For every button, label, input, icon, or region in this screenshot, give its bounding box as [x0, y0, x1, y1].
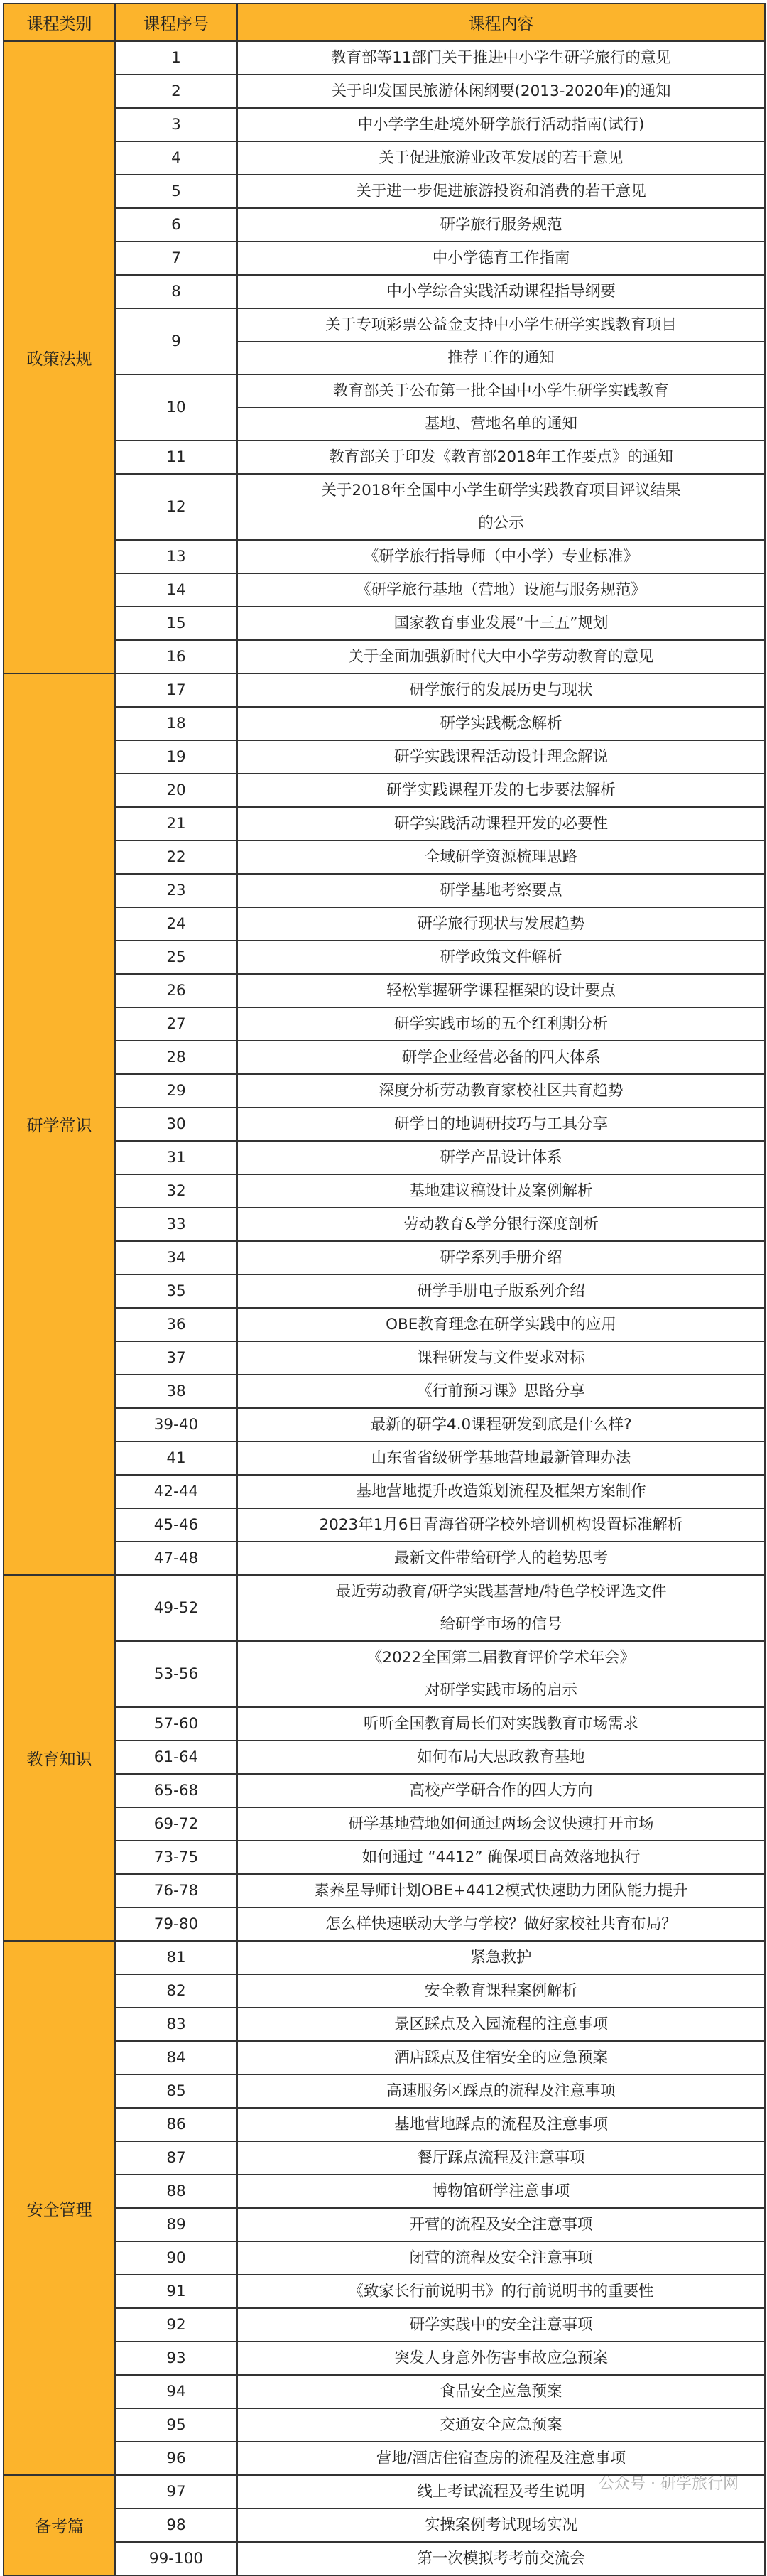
course-index-cell: 38: [115, 1375, 237, 1408]
course-content-cell: [237, 840, 765, 874]
table-row: [4, 2308, 765, 2342]
course-content-cell: [237, 2008, 765, 2041]
course-index-cell: 95: [115, 2408, 237, 2442]
course-content-line: 研学政策文件解析: [440, 948, 562, 966]
course-content-cell: [237, 573, 765, 607]
course-content-line: 基地、营地名单的通知: [238, 407, 764, 440]
course-content-line: 中小学学生赴境外研学旅行活动指南(试行): [357, 116, 645, 134]
table-row: [4, 474, 765, 540]
table-row: [4, 673, 765, 707]
table-row: [4, 1774, 765, 1807]
course-index-cell: 7: [115, 242, 237, 275]
table-row: [4, 1341, 765, 1375]
course-content-line: 如何通过 “4412” 确保项目高效落地执行: [361, 1849, 641, 1866]
table-row: [4, 1974, 765, 2008]
course-content-line: 国家教育事业发展“十三五”规划: [393, 615, 609, 632]
course-content-cell: [237, 108, 765, 141]
course-index-cell: 12: [115, 474, 237, 540]
course-content-line: 推荐工作的通知: [238, 341, 764, 374]
table-row: [4, 2074, 765, 2108]
course-index-cell: 17: [115, 673, 237, 707]
watermark: 公众号 · 研学旅行网: [599, 2475, 739, 2493]
course-index-cell: 26: [115, 974, 237, 1007]
course-content-line: 关于专项彩票公益金支持中小学生研学实践教育项目: [325, 316, 677, 334]
course-content-line: OBE教育理念在研学实践中的应用: [386, 1316, 616, 1333]
course-content-line: 基地营地提升改造策划流程及框架方案制作: [356, 1483, 646, 1500]
course-index-cell: 23: [115, 874, 237, 907]
table-row: [4, 573, 765, 607]
table-row: [4, 275, 765, 308]
table-row: [4, 1208, 765, 1241]
course-content-line: 基地建议稿设计及案例解析: [409, 1182, 593, 1200]
course-index-cell: 88: [115, 2175, 237, 2208]
course-content-line: 酒店踩点及住宿安全的应急预案: [393, 2049, 608, 2067]
table-row: [4, 41, 765, 75]
course-content-cell: [237, 1707, 765, 1741]
table-row: [4, 1141, 765, 1174]
course-index-cell: 94: [115, 2375, 237, 2408]
course-content-line: 基地营地踩点的流程及注意事项: [393, 2116, 608, 2133]
course-content-cell: [237, 1275, 765, 1308]
course-index-cell: 3: [115, 108, 237, 141]
course-index-cell: 69-72: [115, 1807, 237, 1841]
course-content-cell: [237, 2442, 765, 2475]
table-row: [4, 108, 765, 141]
course-content-cell: [237, 308, 765, 374]
course-content-line: 素养星导师计划OBE+4412模式快速助力团队能力提升: [314, 1882, 688, 1900]
course-index-cell: 16: [115, 640, 237, 673]
course-content-cell: [237, 673, 765, 707]
course-content-cell: [237, 1007, 765, 1041]
course-content-cell: [237, 974, 765, 1007]
course-content-line: 研学实践概念解析: [440, 715, 562, 732]
table-row: [4, 2041, 765, 2074]
table-row: [4, 2375, 765, 2408]
course-content-line: 全域研学资源梳理思路: [424, 848, 577, 866]
table-row: [4, 308, 765, 374]
course-content-line: 研学基地营地如何通过两场会议快速打开市场: [348, 1815, 654, 1833]
header-row: [4, 4, 765, 41]
course-content-cell: [237, 374, 765, 440]
course-index-cell: 20: [115, 774, 237, 807]
table-row: [4, 374, 765, 440]
course-index-cell: 97: [115, 2475, 237, 2509]
course-content-cell: [237, 1174, 765, 1208]
course-content-cell: [237, 1774, 765, 1807]
course-index-cell: 82: [115, 1974, 237, 2008]
category-cell: 教育知识: [4, 1575, 115, 1941]
course-content-cell: [237, 707, 765, 740]
course-content-line: 研学实践课程活动设计理念解说: [393, 748, 608, 766]
course-content-cell: [237, 2141, 765, 2175]
course-content-line: 突发人身意外伤害事故应急预案: [393, 2349, 608, 2367]
table-row: [4, 1542, 765, 1575]
table-row: [4, 874, 765, 907]
course-content-cell: [237, 2509, 765, 2542]
course-index-cell: 2: [115, 75, 237, 108]
table-row: [4, 1275, 765, 1308]
course-content-line: 研学目的地调研技巧与工具分享: [393, 1115, 608, 1133]
course-content-cell: [237, 1941, 765, 1974]
course-index-cell: 32: [115, 1174, 237, 1208]
course-content-cell: [237, 907, 765, 941]
course-table: [3, 3, 764, 2567]
course-index-cell: 4: [115, 141, 237, 175]
course-index-cell: 84: [115, 2041, 237, 2074]
course-content-line: 餐厅踩点流程及注意事项: [417, 2149, 585, 2167]
course-content-line: 第一次模拟考考前交流会: [417, 2550, 585, 2567]
course-content-line: 如何布局大思政教育基地: [417, 1748, 585, 1766]
course-content-line: 高校产学研合作的四大方向: [409, 1782, 593, 1800]
course-content-cell: [237, 1974, 765, 2008]
course-index-cell: 8: [115, 275, 237, 308]
course-index-cell: 57-60: [115, 1707, 237, 1741]
course-index-cell: 49-52: [115, 1575, 237, 1641]
table-row: [4, 2442, 765, 2475]
category-cell: 备考篇: [4, 2475, 115, 2575]
table-row: [4, 1375, 765, 1408]
table-row: [4, 2509, 765, 2542]
course-content-line: 教育部关于公布第一批全国中小学生研学实践教育: [332, 382, 669, 400]
table-row: [4, 1174, 765, 1208]
table-row: [4, 774, 765, 807]
course-index-cell: 11: [115, 440, 237, 474]
course-index-cell: 27: [115, 1007, 237, 1041]
table-row: [4, 1108, 765, 1141]
course-content-cell: [237, 1907, 765, 1941]
table-row: [4, 1807, 765, 1841]
course-content-line: 研学实践课程开发的七步要法解析: [386, 781, 616, 799]
course-content-line: 博物馆研学注意事项: [432, 2182, 570, 2200]
course-content-cell: [237, 175, 765, 208]
course-content-line: 安全教育课程案例解析: [424, 1982, 577, 2000]
course-content-line: 研学基地考察要点: [440, 882, 562, 899]
course-index-cell: 47-48: [115, 1542, 237, 1575]
course-index-cell: 37: [115, 1341, 237, 1375]
course-content-cell: [237, 807, 765, 840]
table-row: [4, 1508, 765, 1542]
course-content-cell: [237, 1542, 765, 1575]
course-content-cell: [237, 1341, 765, 1375]
course-content-line: 对研学实践市场的启示: [238, 1674, 764, 1706]
table-row: [4, 1575, 765, 1641]
table-row: [4, 607, 765, 640]
course-index-cell: 99-100: [115, 2542, 237, 2575]
table-row: [4, 707, 765, 740]
course-index-cell: 96: [115, 2442, 237, 2475]
table-row: [4, 840, 765, 874]
course-content-cell: [237, 1074, 765, 1108]
course-index-cell: 76-78: [115, 1874, 237, 1907]
course-content-line: 《行前预习课》思路分享: [417, 1382, 585, 1400]
course-content-line: 《致家长行前说明书》的行前说明书的重要性: [348, 2283, 654, 2300]
course-index-cell: 22: [115, 840, 237, 874]
course-content-cell: [237, 640, 765, 673]
course-content-cell: [237, 740, 765, 774]
course-content-cell: [237, 141, 765, 175]
course-content-cell: [237, 1408, 765, 1441]
course-index-cell: 14: [115, 573, 237, 607]
course-content-line: 的公示: [238, 507, 764, 539]
course-content-cell: [237, 1308, 765, 1341]
course-content-cell: [237, 1508, 765, 1542]
table-row: [4, 1441, 765, 1475]
course-content-line: 劳动教育&学分银行深度剖析: [403, 1216, 599, 1233]
course-content-cell: [237, 2308, 765, 2342]
course-index-cell: 21: [115, 807, 237, 840]
course-index-cell: 79-80: [115, 1907, 237, 1941]
table-row: [4, 640, 765, 673]
course-content-line: 课程研发与文件要求对标: [417, 1349, 585, 1367]
table-row: [4, 1241, 765, 1275]
table-row: [4, 2275, 765, 2308]
course-index-cell: 92: [115, 2308, 237, 2342]
table-row: [4, 807, 765, 840]
course-content-line: 《研学旅行基地（营地）设施与服务规范》: [356, 581, 646, 599]
course-content-line: 关于促进旅游业改革发展的若干意见: [379, 149, 624, 167]
course-content-line: 营地/酒店住宿查房的流程及注意事项: [376, 2450, 626, 2467]
course-content-line: 研学手册电子版系列介绍: [417, 1282, 585, 1300]
course-content-line: 教育部关于印发《教育部2018年工作要点》的通知: [329, 448, 673, 466]
course-index-cell: 15: [115, 607, 237, 640]
table-row: [4, 740, 765, 774]
table-row: [4, 907, 765, 941]
category-cell: 安全管理: [4, 1941, 115, 2475]
course-content-line: 最新文件带给研学人的趋势思考: [393, 1549, 608, 1567]
course-content-line: 听听全国教育局长们对实践教育市场需求: [363, 1715, 638, 1733]
course-content-cell: [237, 607, 765, 640]
course-content-cell: [237, 2241, 765, 2275]
course-content-line: 线上考试流程及考生说明: [417, 2483, 585, 2501]
course-content-line: 研学产品设计体系: [440, 1149, 562, 1167]
course-index-cell: 9: [115, 308, 237, 374]
course-index-cell: 89: [115, 2208, 237, 2241]
course-index-cell: 31: [115, 1141, 237, 1174]
course-index-cell: 10: [115, 374, 237, 440]
table-row: [4, 1641, 765, 1707]
course-content-cell: [237, 2208, 765, 2241]
course-index-cell: 13: [115, 540, 237, 573]
table-row: [4, 2008, 765, 2041]
course-index-cell: 87: [115, 2141, 237, 2175]
course-index-cell: 73-75: [115, 1841, 237, 1874]
table-row: [4, 2408, 765, 2442]
course-content-line: 研学实践中的安全注意事项: [409, 2316, 593, 2334]
course-content-cell: [237, 1241, 765, 1275]
course-content-line: 关于印发国民旅游休闲纲要(2013-2020年)的通知: [331, 82, 671, 100]
table-row: [4, 2175, 765, 2208]
table-row: [4, 2108, 765, 2141]
course-content-line: 《2022全国第二届教育评价学术年会》: [366, 1649, 636, 1667]
course-index-cell: 33: [115, 1208, 237, 1241]
course-content-line: 山东省省级研学基地营地最新管理办法: [371, 1449, 631, 1467]
course-index-cell: 39-40: [115, 1408, 237, 1441]
course-index-cell: 28: [115, 1041, 237, 1074]
course-content-cell: [237, 1208, 765, 1241]
course-content-cell: [237, 1841, 765, 1874]
course-content-line: 食品安全应急预案: [440, 2383, 562, 2401]
table-row: [4, 1907, 765, 1941]
table-row: [4, 1707, 765, 1741]
course-content-line: 研学实践活动课程开发的必要性: [393, 815, 608, 833]
course-index-cell: 25: [115, 941, 237, 974]
table-row: [4, 1041, 765, 1074]
course-content-cell: [237, 2074, 765, 2108]
course-content-line: 教育部等11部门关于推进中小学生研学旅行的意见: [331, 49, 671, 67]
course-content-cell: [237, 41, 765, 75]
course-content-cell: [237, 1641, 765, 1707]
category-cell: 研学常识: [4, 673, 115, 1575]
course-index-cell: 6: [115, 208, 237, 242]
table-row: [4, 141, 765, 175]
course-index-cell: 18: [115, 707, 237, 740]
course-content-cell: [237, 874, 765, 907]
table-row: [4, 2208, 765, 2241]
course-content-cell: [237, 242, 765, 275]
course-content-cell: [237, 2542, 765, 2575]
course-index-cell: 41: [115, 1441, 237, 1475]
course-content-cell: [237, 2041, 765, 2074]
course-index-cell: 1: [115, 41, 237, 75]
course-content-line: 开营的流程及安全注意事项: [409, 2216, 593, 2234]
course-index-cell: 30: [115, 1108, 237, 1141]
table-row: [4, 1841, 765, 1874]
course-content-line: 中小学德育工作指南: [432, 249, 570, 267]
category-cell: 政策法规: [4, 41, 115, 673]
course-content-cell: [237, 1441, 765, 1475]
table-row: [4, 1007, 765, 1041]
table-row: [4, 1874, 765, 1907]
course-index-cell: 24: [115, 907, 237, 941]
table-row: [4, 208, 765, 242]
course-content-line: 最新的研学4.0课程研发到底是什么样?: [370, 1416, 632, 1434]
course-content-cell: [237, 941, 765, 974]
course-index-cell: 42-44: [115, 1475, 237, 1508]
course-content-line: 研学系列手册介绍: [440, 1249, 562, 1267]
course-content-line: 轻松掌握研学课程框架的设计要点: [386, 982, 616, 1000]
course-index-cell: 36: [115, 1308, 237, 1341]
course-content-cell: [237, 440, 765, 474]
table-row: [4, 2241, 765, 2275]
course-content-cell: [237, 2375, 765, 2408]
course-content-cell: [237, 1874, 765, 1907]
course-index-cell: 61-64: [115, 1741, 237, 1774]
course-index-cell: 85: [115, 2074, 237, 2108]
course-content-cell: [237, 2275, 765, 2308]
table-row: [4, 440, 765, 474]
course-index-cell: 98: [115, 2509, 237, 2542]
course-content-line: 关于2018年全国中小学生研学实践教育项目评议结果: [321, 482, 681, 499]
course-content-cell: [237, 1141, 765, 1174]
course-index-cell: 35: [115, 1275, 237, 1308]
course-index-cell: 83: [115, 2008, 237, 2041]
course-content-cell: [237, 1041, 765, 1074]
course-index-cell: 19: [115, 740, 237, 774]
course-content-line: 《研学旅行指导师（中小学）专业标准》: [363, 548, 638, 565]
course-content-cell: [237, 2108, 765, 2141]
course-content-line: 2023年1月6日青海省研学校外培训机构设置标准解析: [319, 1516, 683, 1534]
course-content-line: 深度分析劳动教育家校社区共育趋势: [379, 1082, 624, 1100]
course-content-line: 研学旅行的发展历史与现状: [409, 681, 593, 699]
course-content-cell: [237, 275, 765, 308]
course-index-cell: 90: [115, 2241, 237, 2275]
course-content-line: 中小学综合实践活动课程指导纲要: [386, 283, 616, 301]
header-content: 课程内容: [237, 4, 765, 41]
table-row: [4, 2542, 765, 2575]
course-content-cell: [237, 1741, 765, 1774]
course-content-cell: [237, 75, 765, 108]
course-index-cell: 5: [115, 175, 237, 208]
header-category: 课程类别: [4, 4, 115, 41]
course-content-cell: [237, 774, 765, 807]
table-row: [4, 974, 765, 1007]
course-index-cell: 65-68: [115, 1774, 237, 1807]
table-row: [4, 941, 765, 974]
course-content-line: 最近劳动教育/研学实践基营地/特色学校评选文件: [335, 1583, 667, 1601]
course-index-cell: 53-56: [115, 1641, 237, 1707]
table-row: [4, 175, 765, 208]
course-content-cell: [237, 2175, 765, 2208]
course-index-cell: 86: [115, 2108, 237, 2141]
course-index-cell: 81: [115, 1941, 237, 1974]
course-content-line: 紧急救护: [470, 1949, 532, 1966]
table-row: [4, 1741, 765, 1774]
header-index: 课程序号: [115, 4, 237, 41]
course-content-cell: [237, 1575, 765, 1641]
course-index-cell: 93: [115, 2342, 237, 2375]
course-content-line: 交通安全应急预案: [440, 2416, 562, 2434]
course-index-cell: 45-46: [115, 1508, 237, 1542]
course-content-line: 研学旅行现状与发展趋势: [417, 915, 585, 933]
table-row: [4, 1475, 765, 1508]
course-content-line: 实操案例考试现场实况: [424, 2516, 577, 2534]
course-content-cell: [237, 2408, 765, 2442]
course-content-cell: [237, 1807, 765, 1841]
course-content-cell: [237, 1375, 765, 1408]
course-content-cell: [237, 474, 765, 540]
table-row: [4, 2141, 765, 2175]
course-content-cell: [237, 1475, 765, 1508]
table-row: [4, 2342, 765, 2375]
table-row: [4, 1408, 765, 1441]
course-content-cell: [237, 208, 765, 242]
course-index-cell: 34: [115, 1241, 237, 1275]
course-content-line: 给研学市场的信号: [238, 1608, 764, 1640]
course-content-cell: [237, 2342, 765, 2375]
course-content-line: 闭营的流程及安全注意事项: [409, 2249, 593, 2267]
table-row: [4, 1941, 765, 1974]
course-content-line: 景区踩点及入园流程的注意事项: [393, 2015, 608, 2033]
course-content-line: 高速服务区踩点的流程及注意事项: [386, 2082, 616, 2100]
course-content-line: 怎么样快速联动大学与学校？做好家校社共育布局？: [325, 1915, 677, 1933]
course-content-line: 关于进一步促进旅游投资和消费的若干意见: [356, 183, 646, 200]
course-content-line: 研学实践市场的五个红利期分析: [393, 1015, 608, 1033]
course-index-cell: 91: [115, 2275, 237, 2308]
table-row: [4, 1308, 765, 1341]
table-row: [4, 75, 765, 108]
course-content-line: 关于全面加强新时代大中小学劳动教育的意见: [348, 648, 654, 666]
course-content-line: 研学企业经营必备的四大体系: [401, 1049, 601, 1066]
course-content-cell: [237, 1108, 765, 1141]
table-row: [4, 1074, 765, 1108]
course-index-cell: 29: [115, 1074, 237, 1108]
table-row: [4, 242, 765, 275]
table-row: [4, 540, 765, 573]
course-content-line: 研学旅行服务规范: [440, 216, 562, 234]
course-content-cell: [237, 540, 765, 573]
